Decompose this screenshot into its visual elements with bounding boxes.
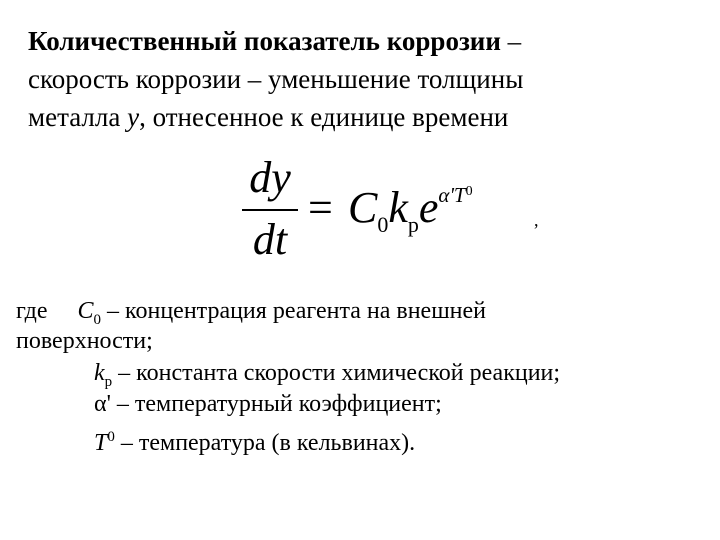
legend-c0-symbol: C	[77, 298, 94, 324]
legend-kp-subscript: p	[104, 373, 113, 390]
k-subscript: p	[407, 212, 419, 237]
exponent-alpha-t: α'T	[438, 183, 466, 207]
legend-c0-text: – концентрация реагента на внешней	[101, 298, 487, 324]
legend-t-superscript: 0	[107, 429, 115, 445]
formula-rhs	[348, 183, 473, 237]
legend-where: где	[16, 298, 48, 324]
k-symbol: k	[388, 183, 408, 232]
fraction-numerator: dy	[249, 153, 291, 202]
c-symbol: C	[348, 183, 378, 232]
heading-line-3-prefix: металла	[28, 102, 128, 132]
heading-line-1	[28, 22, 698, 60]
legend-kp-symbol: k	[94, 360, 105, 386]
legend-alpha-row: α' – температурный коэффициент;	[94, 391, 442, 417]
legend-t-row	[94, 422, 415, 458]
legend-t-symbol: T	[94, 430, 108, 456]
heading-dash: –	[500, 26, 522, 56]
c-subscript: 0	[377, 212, 389, 237]
exponent	[438, 183, 472, 207]
variable-y: y	[127, 102, 140, 132]
slide-heading	[28, 22, 698, 136]
exponent-superscript: 0	[465, 184, 473, 199]
derivative-fraction	[238, 153, 302, 266]
legend-c0-row-cont: поверхности;	[16, 328, 153, 354]
heading-bold-term: Количественный показатель коррозии	[28, 26, 501, 56]
legend-c0-subscript: 0	[93, 311, 102, 328]
corrosion-rate-formula	[238, 153, 568, 276]
formula-comma: ,	[534, 210, 539, 230]
heading-line-3-rest: , отнесенное к единице времени	[139, 102, 509, 132]
legend-kp-text: – константа скорости химической реакции;	[112, 360, 561, 386]
heading-line-3	[28, 98, 698, 136]
e-symbol: e	[418, 183, 439, 232]
equals-sign: =	[308, 183, 333, 232]
heading-line-2: скорость коррозии – уменьшение толщины	[28, 64, 524, 94]
fraction-bar	[242, 209, 298, 211]
legend-t-text: – температура (в кельвинах).	[114, 430, 416, 456]
fraction-denominator: dt	[252, 215, 288, 264]
